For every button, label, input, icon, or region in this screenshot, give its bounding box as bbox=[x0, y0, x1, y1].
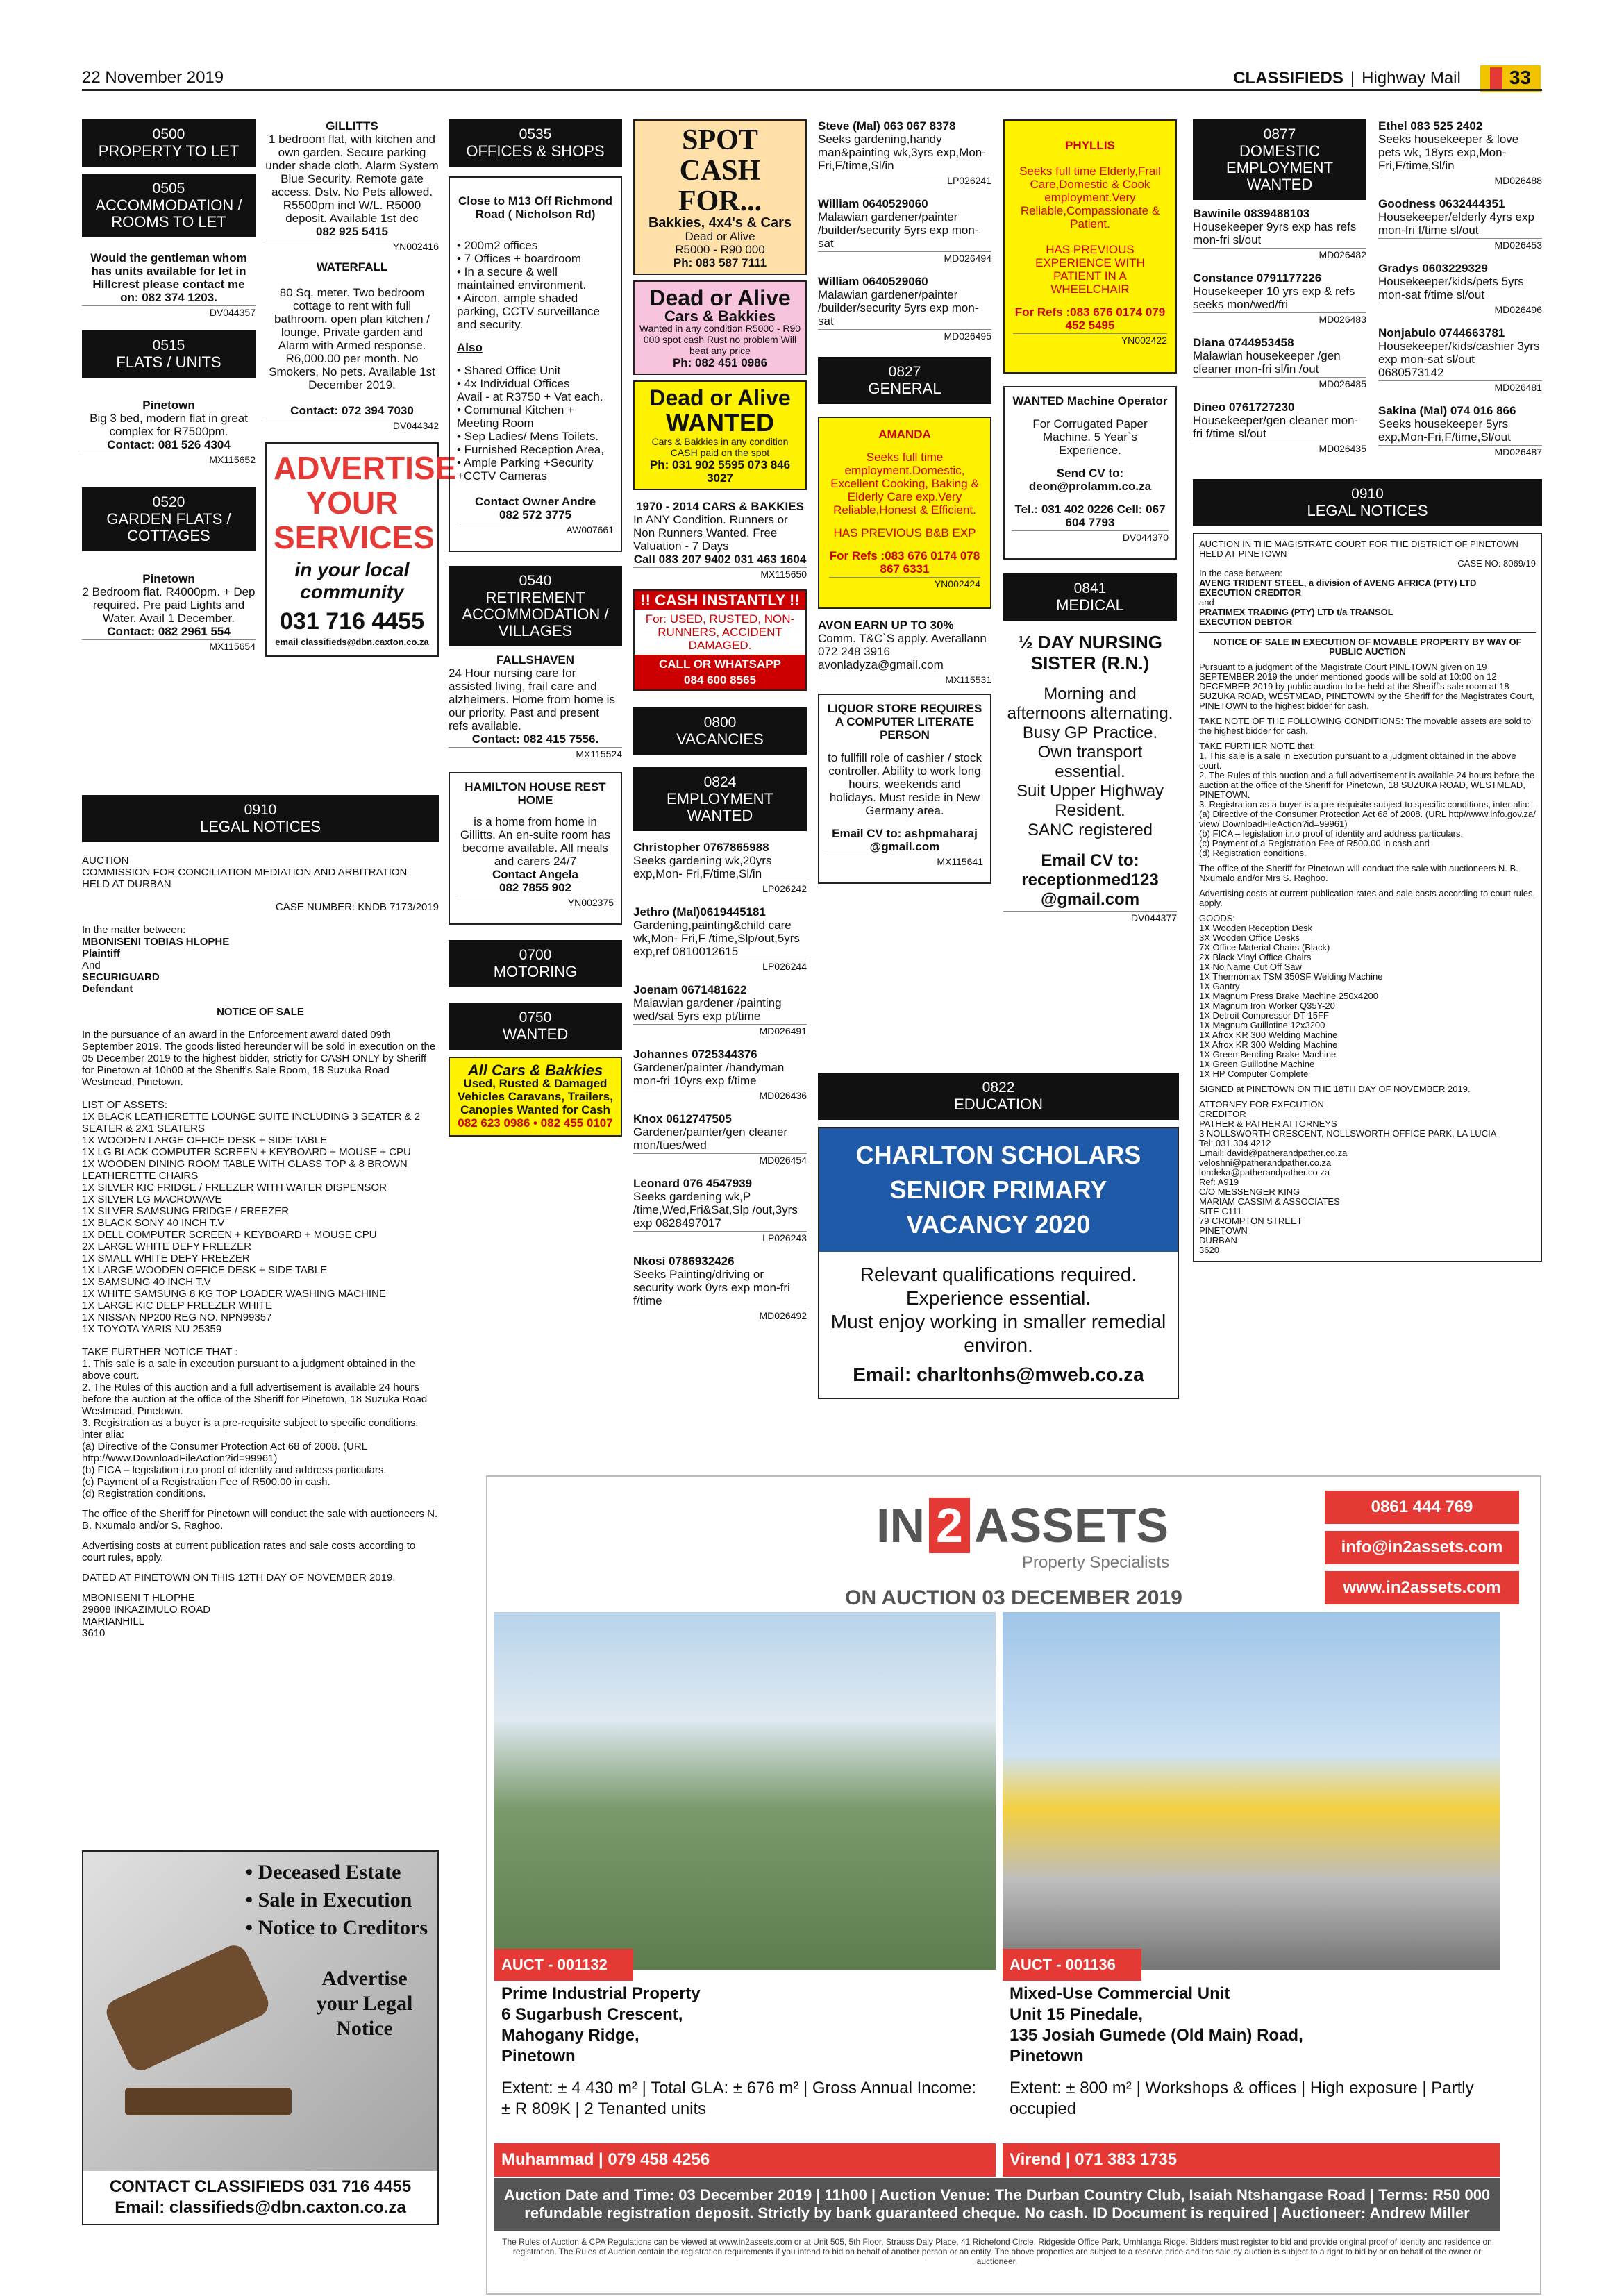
listing-name: Bawinile 0839488103 bbox=[1193, 207, 1310, 220]
dead-alive-ad-1: Dead or Alive Cars & Bakkies Wanted in any condition R5000 - R90 000 spot cash Rust no problem Will beat any price Ph: 082 451 0986 bbox=[633, 280, 807, 375]
ad-ref: MX115654 bbox=[82, 639, 256, 653]
listing-entry bbox=[1193, 401, 1366, 455]
ad-0505: Would the gentleman whom has units available for let in Hillcrest please contact me on: 082 374 1203. bbox=[90, 251, 247, 304]
attorney-line: ATTORNEY FOR EXECUTION bbox=[1199, 1099, 1324, 1109]
condition-item: 1. This sale is a sale in execution pursuant to a judgment obtained in the above court. bbox=[82, 1358, 416, 1382]
listing-name: Ethel 083 525 2402 bbox=[1378, 119, 1483, 133]
liquor-store-ad: LIQUOR STORE REQUIRES A COMPUTER LITERATE PERSON to fullfill role of cashier / stock controller. Ability to work long hours, weekends and holidays. Must reside in New Germany area. Email CV to: ashpmaharaj @gmail.com MX115641 bbox=[818, 694, 991, 884]
listing-entry bbox=[1193, 207, 1366, 262]
paper-name: Highway Mail bbox=[1362, 69, 1461, 88]
ad-title: 1970 - 2014 CARS & BAKKIES bbox=[636, 500, 804, 513]
ad-ref: DV044357 bbox=[82, 305, 256, 319]
column-3 bbox=[449, 119, 622, 1137]
goods-item: 1X Magnum Iron Worker Q35Y-20 bbox=[1199, 1000, 1335, 1011]
listing-entry bbox=[633, 1255, 807, 1323]
listing-text: Seeks gardening wk,20yrs exp,Mon- Fri,F/time,Sl/in bbox=[633, 854, 772, 880]
listing-name: Nkosi 0786932426 bbox=[633, 1255, 735, 1268]
listing-name: Constance 0791177226 bbox=[1193, 271, 1322, 285]
listing-name: Christopher 0767865988 bbox=[633, 841, 769, 854]
dead-alive-ad-2: Dead or Alive WANTED Cars & Bakkies in any condition CASH paid on the spot Ph: 031 902 5595 073 846 3027 bbox=[633, 380, 807, 490]
ad-phone: 082 925 5415 bbox=[316, 225, 388, 238]
condition-item: (b) FICA – legislation i.r.o proof of identity and address particulars. bbox=[82, 1464, 387, 1476]
condition-item: (b) FICA – legislation i.r.o proof of identity and address particulars. bbox=[1199, 828, 1464, 839]
address-line: MARIANHILL bbox=[82, 1616, 145, 1627]
listing-name: Jethro (Mal)0619445181 bbox=[633, 905, 766, 919]
section-0910: 0910 LEGAL NOTICES bbox=[82, 795, 439, 842]
condition-item: 2. The Rules of this auction and a full advertisement is available 24 hours before the auction at the office of the Sheriff for Pinetown, 18 SUZUKA ROAD, WESTMEAD, PINETOWN. bbox=[1199, 770, 1535, 800]
ad-ref: MX115650 bbox=[633, 567, 807, 581]
agent-contact[interactable]: Virend | 071 383 1735 bbox=[1003, 2143, 1500, 2177]
listing-entry bbox=[1378, 119, 1542, 187]
attorney-line: Ref: A919 bbox=[1199, 1177, 1239, 1187]
page-number: 33 bbox=[1480, 65, 1541, 92]
attorney-line: SITE C111 bbox=[1199, 1206, 1242, 1216]
lot-code: AUCT - 001132 bbox=[494, 1949, 633, 1981]
listing-name: Diana 0744953458 bbox=[1193, 336, 1294, 349]
lot-code: AUCT - 001136 bbox=[1003, 1949, 1141, 1981]
asset-item: 1X SILVER LG MACROWAVE bbox=[82, 1193, 222, 1205]
listing-ref: MD026487 bbox=[1378, 445, 1542, 459]
ad-body: 2 Bedroom flat. R4000pm. + Dep required. Pre paid Lights and Water. Avail 1 December. bbox=[82, 585, 256, 625]
listing-entry bbox=[633, 1177, 807, 1245]
attorney-line: PINETOWN bbox=[1199, 1225, 1248, 1236]
goods-item: 2X Black Vinyl Office Chairs bbox=[1199, 952, 1312, 962]
asset-item: 1X TOYOTA YARIS NU 25359 bbox=[82, 1323, 222, 1335]
machine-operator-ad: WANTED Machine Operator For Corrugated Paper Machine. 5 Year`s Experience. Send CV to: deon@prolamm.co.za Tel.: 031 402 0226 Cell: 067 604 7793 DV044370 bbox=[1003, 386, 1177, 560]
condition-item: (a) Directive of the Consumer Protection Act 68 of 2008. (URL http//www.info.gov.za/ view/ DownloadFileAction?id=99961) bbox=[1199, 809, 1536, 829]
section-0822: 0822 EDUCATION bbox=[818, 1073, 1179, 1120]
spot-cash-ad: SPOT CASH FOR... Bakkies, 4x4's & Cars Dead or Alive R5000 - R90 000 Ph: 083 587 7111 bbox=[633, 119, 807, 275]
condition-item: 3. Registration as a buyer is a pre-requisite subject to specific conditions, inter alia: bbox=[1199, 799, 1530, 810]
listing-name: Johannes 0725344376 bbox=[633, 1048, 757, 1061]
header-rule bbox=[82, 89, 1542, 91]
feature-item: • Aircon, ample shaded parking, CCTV surveillance and security. bbox=[457, 292, 600, 331]
listing-name: Dineo 0761727230 bbox=[1193, 401, 1295, 414]
condition-item: (c) Payment of a Registration Fee of R500.00 in cash. bbox=[82, 1476, 330, 1488]
goods-item: 1X Detroit Compressor DT 15FF bbox=[1199, 1010, 1329, 1021]
column-6 bbox=[1003, 119, 1177, 932]
asset-item: 1X SILVER KIC FRIDGE / FREEZER WITH WATER DISPENSOR bbox=[82, 1182, 387, 1193]
cars-ad: All Cars & Bakkies Used, Rusted & Damaged Vehicles Caravans, Trailers, Canopies Wanted for Cash 082 623 0986 • 082 455 0107 bbox=[449, 1057, 622, 1137]
section-0910: 0910 LEGAL NOTICES bbox=[1193, 479, 1542, 526]
ad-title: Pinetown bbox=[142, 399, 195, 412]
phone-button[interactable]: 0861 444 769 bbox=[1325, 1491, 1519, 1524]
ad-ref: DV044342 bbox=[265, 419, 439, 433]
listing-text: Housekeeper/gen cleaner mon-fri f/time sl/out bbox=[1193, 414, 1359, 440]
attorney-line: C/O MESSENGER KING bbox=[1199, 1187, 1300, 1197]
feature-item: • Furnished Reception Area, bbox=[457, 443, 604, 456]
listing-name: Goodness 0632444351 bbox=[1378, 197, 1505, 210]
condition-item: 1. This sale is a sale in Execution pursuant to a judgment obtained in the above court. bbox=[1199, 751, 1516, 771]
asset-item: 1X LARGE WOODEN OFFICE DESK + SIDE TABLE bbox=[82, 1264, 328, 1276]
feature-item: • 200m2 offices bbox=[457, 239, 538, 252]
ad-contact: Contact: 072 394 7030 bbox=[290, 404, 414, 417]
feature-item: • Shared Office Unit bbox=[457, 364, 561, 377]
ad-contact: Contact: 081 526 4304 bbox=[107, 438, 231, 451]
listing-text: Gardener/painter /handyman mon-fri 10yrs exp f/time bbox=[633, 1061, 785, 1087]
email-link[interactable]: info@in2assets.com bbox=[1325, 1531, 1519, 1564]
goods-item: 3X Wooden Office Desks bbox=[1199, 932, 1300, 943]
listing-ref: MD026495 bbox=[818, 329, 991, 343]
condition-item: 2. The Rules of this auction and a full advertisement is available 24 hours before the auction at the office of the Sheriff for Pinetown, 18 Suzuka Road Westmead, Pinetown. bbox=[82, 1382, 428, 1417]
lot-2-details: Mixed-Use Commercial Unit Unit 15 Pinedale, 135 Josiah Gumede (Old Main) Road, Pinetown Extent: ± 800 m² | Workshops & offices | High exposure | Partly occupied bbox=[1010, 1984, 1474, 2118]
listing-name: Leonard 076 4547939 bbox=[633, 1177, 753, 1190]
gavel-block-icon bbox=[125, 2088, 292, 2115]
domestic-list bbox=[1193, 207, 1366, 455]
ad-body: 1 bedroom flat, with kitchen and own garden. Secure parking under shade cloth. Alarm System Blue Security. Remote gate access. Dstv. No Pets allowed. R5500pm incl W/L. R5000 deposit. Available 1st dec bbox=[265, 133, 439, 225]
auction-date: ON AUCTION 03 DECEMBER 2019 bbox=[845, 1586, 1182, 1609]
ad-body: 24 Hour nursing care for assisted living, frail care and alzheimers. Home from home is our priority. Past and present refs available. bbox=[449, 667, 615, 732]
asset-item: 1X BLACK LEATHERETTE LOUNGE SUITE INCLUDING 3 SEATER & 2 SEATER & 2X1 SEATERS bbox=[82, 1111, 421, 1134]
ad-title: GILLITTS bbox=[326, 119, 378, 133]
auction-rules: The Rules of Auction & CPA Regulations can be viewed at www.in2assets.com or at Unit 505, 5th Floor, Strauss Daly Place, 41 Richefond Circle, Ridgeside Office Park, Umhlanga Ridge. Bidders must register to bid and provide original proof of identity and residence on registration. The Rules of Auction contain the registration requirements if you intend to bid on behalf of another person or an entity. The above properties are subject to a reserve price and the sale by auction is subject to a right to bid by or on behalf of the owner or auctioneer. bbox=[502, 2237, 1492, 2266]
conditions-list bbox=[82, 1358, 439, 1500]
ad-ref: MX115531 bbox=[818, 673, 991, 687]
legal-notice-1 bbox=[82, 795, 439, 1639]
asset-item: 1X LG BLACK COMPUTER SCREEN + KEYBOARD + MOUSE + CPU bbox=[82, 1146, 411, 1158]
condition-item: (d) Registration conditions. bbox=[1199, 848, 1307, 858]
listing-name: Gradys 0603229329 bbox=[1378, 262, 1488, 275]
charlton-ad: CHARLTON SCHOLARS SENIOR PRIMARY VACANCY 2020 Relevant qualifications required. Experience essential. Must enjoy working in smaller remedial environ. Email: charltonhs@mweb.co.za bbox=[818, 1127, 1179, 1399]
column-5 bbox=[818, 119, 991, 884]
avon-title: AVON EARN UP TO 30% bbox=[818, 619, 954, 632]
listing-ref: MD026488 bbox=[1378, 174, 1542, 187]
ad-title: FALLSHAVEN bbox=[496, 653, 575, 667]
section-0824: 0824 EMPLOYMENT WANTED bbox=[633, 767, 807, 831]
attorney-line: londeka@patherandpather.co.za bbox=[1199, 1167, 1330, 1178]
lot-1-details: Prime Industrial Property 6 Sugarbush Crescent, Mahogany Ridge, Pinetown Extent: ± 4 430 m² | Total GLA: ± 676 m² | Gross Annual Income: ± R 809K | 2 Tenanted units bbox=[501, 1984, 977, 2118]
goods-item: 1X No Name Cut Off Saw bbox=[1199, 962, 1302, 972]
estate-ad bbox=[82, 1850, 439, 2225]
listing-text: Housekeeper 9yrs exp has refs mon-fri sl/out bbox=[1193, 220, 1357, 246]
column-8 bbox=[1378, 119, 1542, 469]
listing-text: Gardener/painter/gen cleaner mon/tues/wed bbox=[633, 1125, 788, 1152]
listing-text: Housekeeper/kids/cashier 3yrs exp mon-sat sl/out 0680573142 bbox=[1378, 340, 1540, 379]
listing-ref: MD026485 bbox=[1193, 377, 1366, 391]
asset-item: 1X NISSAN NP200 REG NO. NPN99357 bbox=[82, 1312, 272, 1323]
advertise-box bbox=[265, 442, 457, 657]
attorney-line: Tel: 031 304 4212 bbox=[1199, 1138, 1271, 1148]
listing-ref: LP026244 bbox=[633, 960, 807, 973]
ad-body: Big 3 bed, modern flat in great complex for R7500pm. bbox=[90, 412, 248, 438]
estate-contact: CONTACT CLASSIFIEDS 031 716 4455 Email: classifieds@dbn.caxton.co.za bbox=[83, 2171, 437, 2224]
advertise-line: YOUR bbox=[305, 485, 399, 521]
listing-text: Malawian gardener/painter /builder/security 5yrs exp mon-sat bbox=[818, 288, 979, 328]
section-0700: 0700 MOTORING bbox=[449, 940, 622, 987]
goods-item: 1X Magnum Guillotine 12x3200 bbox=[1199, 1020, 1325, 1030]
listing-ref: MD026482 bbox=[1193, 248, 1366, 262]
commercial-unit-photo bbox=[1003, 1612, 1500, 1970]
industrial-property-photo bbox=[494, 1612, 996, 1970]
attorney-line: CREDITOR bbox=[1199, 1109, 1246, 1119]
listing-entry bbox=[1378, 326, 1542, 394]
asset-item: 1X DELL COMPUTER SCREEN + KEYBOARD + MOUSE CPU bbox=[82, 1229, 377, 1241]
listing-ref: MD026436 bbox=[633, 1089, 807, 1103]
issue-date: 22 November 2019 bbox=[82, 68, 224, 87]
masthead: CLASSIFIEDS | Highway Mail 33 bbox=[1233, 65, 1541, 92]
in2assets-tagline: Property Specialists bbox=[1022, 1553, 1170, 1572]
feature-item: • 4x Individual Offices bbox=[457, 377, 570, 390]
listing-text: Malawian gardener/painter /builder/security 5yrs exp mon-sat bbox=[818, 210, 979, 250]
feature-item: • Communal Kitchen + Meeting Room bbox=[457, 403, 574, 430]
condition-item: (c) Payment of a Registration Fee of R500.00 in cash and bbox=[1199, 838, 1430, 848]
advertise-line: SERVICES bbox=[274, 519, 435, 555]
auction-terms: Auction Date and Time: 03 December 2019 | 11h00 | Auction Venue: The Durban Country Club, Isaiah Ntshangase Road | Terms: R50 000 refundable registration deposit. Strictly by bank guaranteed cheque. No cash. ID Document is required | Auctioneer: Andrew Miller bbox=[494, 2178, 1500, 2231]
gavel-icon bbox=[102, 1941, 273, 2075]
listing-entry bbox=[818, 119, 991, 187]
listing-ref: MD026435 bbox=[1193, 442, 1366, 455]
section-0827: 0827 GENERAL bbox=[818, 357, 991, 404]
domestic-list bbox=[1378, 119, 1542, 459]
condition-item: (d) Registration conditions. bbox=[82, 1488, 206, 1500]
listing-entry bbox=[633, 905, 807, 973]
attorney-line: Email: david@patherandpather.co.za bbox=[1199, 1148, 1348, 1158]
goods-item: 1X Afrox KR 300 Welding Machine bbox=[1199, 1039, 1338, 1050]
listing-ref: MD026481 bbox=[1378, 380, 1542, 394]
listing-name: Sakina (Mal) 074 016 866 bbox=[1378, 404, 1516, 417]
nurse-title: ½ DAY NURSING SISTER (R.N.) bbox=[1017, 632, 1163, 673]
asset-item: 1X WHITE SAMSUNG 8 KG TOP LOADER WASHING MACHINE bbox=[82, 1288, 386, 1300]
attorney-line: veloshni@patherandpather.co.za bbox=[1199, 1157, 1332, 1168]
listing-entry bbox=[633, 1048, 807, 1103]
listing-name: Joenam 0671481622 bbox=[633, 983, 747, 996]
listing-text: Housekeeper 10 yrs exp & refs seeks mon/wed/fri bbox=[1193, 285, 1355, 311]
ad-ref: DV044377 bbox=[1003, 911, 1177, 925]
listing-entry bbox=[1193, 336, 1366, 391]
column-4 bbox=[633, 119, 807, 1332]
feature-item: • Sep Ladies/ Mens Toilets. bbox=[457, 430, 599, 443]
address-line: 29808 INKAZIMULO ROAD bbox=[82, 1604, 211, 1616]
column-1 bbox=[82, 119, 256, 660]
section-0515: 0515 FLATS / UNITS bbox=[82, 330, 256, 378]
listing-name: Nonjabulo 0744663781 bbox=[1378, 326, 1505, 340]
listing-entry bbox=[1378, 262, 1542, 317]
attorney-line: MARIAM CASSIM & ASSOCIATES bbox=[1199, 1196, 1340, 1207]
listing-text: Seeks Painting/driving or security work 0yrs exp mon-fri f/time bbox=[633, 1268, 790, 1307]
feature-item: Avail - at R3750 + Vat each. bbox=[457, 390, 603, 403]
avon-body: Comm. T&C`S apply. Averallann 072 248 3916 avonladyza@gmail.com bbox=[818, 632, 987, 671]
advertise-email: email classifieds@dbn.caxton.co.za bbox=[275, 637, 429, 647]
column-7 bbox=[1193, 119, 1366, 465]
legal-body: AUCTION IN THE MAGISTRATE COURT FOR THE DISTRICT OF PINETOWN HELD AT PINETOWN CASE NO: 8069/19 In the case between: AVENG TRIDENT STEEL, a division of AVENG AFRICA (PTY) LTD EXECUTION CREDITOR and PRATIMEX TRADING (PTY) LTD t/a TRANSOL EXECUTION DEBTOR NOTICE OF SALE IN EXECUTION OF MOVABLE PROPERTY BY WAY OF PUBLIC AUCTION Pursuant to a judgment of the Magistrate Court PINETOWN given on 19 SEPTEMBER 2019 the under mentioned goods will be sold at 10:00 on 12 DECEMBER 2019 by public auction to be held at the Sheriff's sale room at 18 SUZUKA ROAD, WESTMEAD, PINETOWN by the Sheriff for the Magistrates Court, PINETOWN to the highest bidder for cash. TAKE NOTE OF THE FOLLOWING CONDITIONS: The movable assets are sold to the highest bidder for cash. TAKE FURTHER NOTE that: 1. This sale is a sale in Execution pursuant to a judgment obtained in the above court. 2. The Rules of this auction and a full advertisement is available 24 hours before the auction at the office of the Sheriff for Pinetown, 18 SUZUKA ROAD, WESTMEAD, PINETOWN. 3. Registration as a buyer is a pre-requisite subject to specific conditions, inter alia: (a) Directive of the Consumer Protection Act 68 of 2008. (URL http//www.info.gov.za/ view/ DownloadFileAction?id=99961) (b) FICA – legislation i.r.o proof of identity and address particulars. (c) Payment of a Registration Fee of R500.00 in cash and (d) Registration conditions. The office of the Sheriff for Pinetown will conduct the sale with auctioneers N. B. Nxumalo and/or Mrs S. Raghoo. Advertising costs at current publication rates and sale costs according to court rules, apply. GOODS: 1X Wooden Reception Desk 3X Wooden Office Desks 7X Office Material Chairs (Black) 2X Black Vinyl Office Chairs 1X No Name Cut Off Saw 1X Thermomax TSM 350SF Welding Machine 1X Gantry 1X Magnum Press Brake Machine 250x4200 1X Magnum Iron Worker Q35Y-20 1X Detroit Compressor DT 15FF 1X Magnum Guillotine 12x3200 1X Afrox KR 300 Welding Machine 1X Afrox KR 300 Welding Machine 1X Green Bending Brake Machine 1X Green Guillotine Machine 1X HP Computer Complete SIGNED at PINETOWN ON THE 18TH DAY OF NOVEMBER 2019. ATTORNEY FOR EXECUTION CREDITOR PATHER & PATHER ATTORNEYS 3 NOLLSWORTH CRESCENT, NOLLSWORTH OFFICE PARK, LA LUCIA Tel: 031 304 4212 Email: david@patherandpather.co.za veloshni@patherandpather.co.za londeka@patherandpather.co.za Ref: A919 C/O MESSENGER KING MARIAM CASSIM & ASSOCIATES SITE C111 79 CROMPTON STREET PINETOWN DURBAN 3620 bbox=[1193, 533, 1542, 1262]
listing-name: William 0640529060 bbox=[818, 197, 928, 210]
goods-item: 7X Office Material Chairs (Black) bbox=[1199, 942, 1330, 953]
listing-text: Housekeeper/elderly 4yrs exp mon-fri f/time sl/out bbox=[1378, 210, 1534, 237]
listing-text: Housekeeper/kids/pets 5yrs mon-sat f/time sl/out bbox=[1378, 275, 1524, 301]
section-0500: 0500 PROPERTY TO LET bbox=[82, 119, 256, 167]
listing-entry bbox=[633, 841, 807, 896]
listing-entry bbox=[1193, 271, 1366, 326]
asset-item: 1X WOODEN DINING ROOM TABLE WITH GLASS TOP & 8 BROWN LEATHERETTE CHAIRS bbox=[82, 1158, 408, 1182]
asset-item: 2X LARGE WHITE DEFY FREEZER bbox=[82, 1241, 251, 1252]
address-line: 3610 bbox=[82, 1627, 106, 1639]
amanda-ad: AMANDA Seeks full time employment.Domestic, Excellent Cooking, Baking & Elderly Care exp.Very Reliable,Honest & Efficient. HAS PREVIOUS B&B EXP For Refs :083 676 0174 078 867 6331 YN002424 bbox=[818, 417, 991, 609]
goods-item: 1X Thermomax TSM 350SF Welding Machine bbox=[1199, 971, 1383, 982]
condition-item: 3. Registration as a buyer is a pre-requisite subject to specific conditions, inter alia: bbox=[82, 1417, 419, 1441]
listing-entry bbox=[818, 275, 991, 343]
phyllis-ad: PHYLLIS Seeks full time Elderly,Frail Care,Domestic & Cook employment.Very Reliable,Compassionate & Patient. HAS PREVIOUS EXPERIENCE WITH PATIENT IN A WHEELCHAIR For Refs :083 676 0174 079 452 5495 YN002422 bbox=[1003, 119, 1177, 374]
ad-contact: Contact: 082 415 7556. bbox=[471, 732, 599, 746]
listing-text: Seeks housekeeper & love pets wk, 18yrs exp,Mon- Fri,F/time,Sl/in bbox=[1378, 133, 1519, 172]
legal-body: AUCTION COMMISSION FOR CONCILIATION MEDIATION AND ARBITRATION HELD AT DURBAN CASE NUMBER: KNDB 7173/2019 In the matter between: MBONISENI TOBIAS HLOPHE Plaintiff And SECURIGUARD Defendant NOTICE OF SALE In the pursuance of an award in the Enforcement award dated 09th September 2019. The goods listed hereunder will be sold in execution on the 05 December 2019 to the highest bidder, strictly for CASH ONLY by Sheriff for Pinetown at 10h00 at the Sheriff's Sale Room, 18 Suzuka Road Westmead, Pinetown. LIST OF ASSETS: 1X BLACK LEATHERETTE LOUNGE SUITE INCLUDING 3 SEATER & 2 SEATER & 2X1 SEATERS 1X WOODEN LARGE OFFICE DESK + SIDE TABLE 1X LG BLACK COMPUTER SCREEN + KEYBOARD + MOUSE + CPU 1X WOODEN DINING ROOM TABLE WITH GLASS TOP & 8 BROWN LEATHERETTE CHAIRS 1X SILVER KIC FRIDGE / FREEZER WITH WATER DISPENSOR 1X SILVER LG MACROWAVE 1X SILVER SAMSUNG FRIDGE / FREEZER 1X BLACK SONY 40 INCH T.V 1X DELL COMPUTER SCREEN + KEYBOARD + MOUSE CPU 2X LARGE WHITE DEFY FREEZER 1X SMALL WHITE DEFY FREEZER 1X LARGE WOODEN OFFICE DESK + SIDE TABLE 1X SAMSUNG 40 INCH T.V 1X WHITE SAMSUNG 8 KG TOP LOADER WASHING MACHINE 1X LARGE KIC DEEP FREEZER WHITE 1X NISSAN NP200 REG NO. NPN99357 1X TOYOTA YARIS NU 25359 TAKE FURTHER NOTICE THAT : 1. This sale is a sale in execution pursuant to a judgment obtained in the above court. 2. The Rules of this auction and a full advertisement is available 24 hours before the auction at the office of the Sheriff for Pinetown, 18 Suzuka Road Westmead, Pinetown. 3. Registration as a buyer is a pre-requisite subject to specific conditions, inter alia: (a) Directive of the Consumer Protection Act 68 of 2008. (URL http://www.DownloadFileAction?id=99961) (b) FICA – legislation i.r.o proof of identity and address particulars. (c) Payment of a Registration Fee of R500.00 in cash. (d) Registration conditions. The office of the Sheriff for Pinetown will conduct the sale with auctioneers N. B. Nxumalo and/or S. Raghoo. Advertising costs at current publication rates and sale costs according to court rules, apply. DATED AT PINETOWN ON THIS 12TH DAY OF NOVEMBER 2019. MBONISENI T HLOPHE 29808 INKAZIMULO ROAD MARIANHILL 3610 bbox=[82, 855, 439, 1639]
ad-ref: MX115524 bbox=[449, 747, 622, 761]
ad-body: 80 Sq. meter. Two bedroom cottage to rent with full bathroom. open plan kitchen / lounge. Private garden and Alarm with Armed response. R6,000.00 per month. No Smokers, No pets. Available 1st December 2019. bbox=[269, 286, 435, 392]
employment-list bbox=[633, 841, 807, 1323]
goods-item: 1X Magnum Press Brake Machine 250x4200 bbox=[1199, 991, 1378, 1001]
address-line: MBONISENI T HLOPHE bbox=[82, 1592, 195, 1604]
listing-ref: MD026492 bbox=[633, 1309, 807, 1323]
advertise-line: ADVERTISE bbox=[274, 450, 457, 486]
advertise-phone: 031 716 4455 bbox=[280, 608, 424, 635]
section-0535: 0535 OFFICES & SHOPS bbox=[449, 119, 622, 167]
goods-item: 1X Green Bending Brake Machine bbox=[1199, 1049, 1337, 1059]
feature-item: • 7 Offices + boardroom bbox=[457, 252, 582, 265]
listing-ref: MD026494 bbox=[818, 251, 991, 265]
asset-item: 1X SAMSUNG 40 INCH T.V bbox=[82, 1276, 211, 1288]
listing-ref: LP026241 bbox=[818, 174, 991, 187]
section-0540: 0540 RETIREMENT ACCOMMODATION / VILLAGES bbox=[449, 566, 622, 646]
listing-text: Malawian housekeeper /gen cleaner mon-fri sl/in /out bbox=[1193, 349, 1341, 376]
nurse-email: Email CV to: receptionmed123 @gmail.com bbox=[1021, 851, 1159, 909]
attorney-line: DURBAN bbox=[1199, 1235, 1237, 1246]
agent-contact[interactable]: Muhammad | 079 458 4256 bbox=[494, 2143, 996, 2177]
education-block bbox=[818, 1073, 1179, 1399]
legal-notice-2 bbox=[1193, 479, 1542, 1262]
section-0841: 0841 MEDICAL bbox=[1003, 573, 1177, 621]
listing-entry bbox=[818, 197, 991, 265]
feature-item: • Ample Parking +Security +CCTV Cameras bbox=[457, 456, 594, 483]
listing-ref: MD026454 bbox=[633, 1153, 807, 1167]
website-link[interactable]: www.in2assets.com bbox=[1325, 1571, 1519, 1604]
listing-name: William 0640529060 bbox=[818, 275, 928, 288]
section-0520: 0520 GARDEN FLATS / COTTAGES bbox=[82, 487, 256, 551]
cash-instantly-ad: !! CASH INSTANTLY !! For: USED, RUSTED, NON-RUNNERS, ACCIDENT DAMAGED. CALL OR WHATSAPP 084 600 8565 bbox=[633, 589, 807, 691]
listing-text: Seeks gardening wk,P /time,Wed,Fri&Sat,Slp /out,3yrs exp 0828497017 bbox=[633, 1190, 798, 1230]
listing-ref: LP026243 bbox=[633, 1231, 807, 1245]
section-0800: 0800 VACANCIES bbox=[633, 707, 807, 755]
listing-name: Steve (Mal) 063 067 8378 bbox=[818, 119, 956, 133]
asset-item: 1X SILVER SAMSUNG FRIDGE / FREEZER bbox=[82, 1205, 290, 1217]
section-0750: 0750 WANTED bbox=[449, 1003, 622, 1050]
listing-ref: MD026491 bbox=[633, 1024, 807, 1038]
offices-ad: Close to M13 Off Richmond Road ( Nicholson Rd) • 200m2 offices • 7 Offices + boardroom • In a secure & well maintained environment. • Aircon, ample shaded parking, CCTV surveillance and security. Also • Shared Office Unit • 4x Individual Offices Avail - at R3750 + Vat each. • Communal Kitchen + Meeting Room • Sep Ladies/ Mens Toilets. • Furnished Reception Area, • Ample Parking +Security +CCTV Cameras Contact Owner Andre 082 572 3775 AW007661 bbox=[449, 176, 622, 552]
asset-item: 1X WOODEN LARGE OFFICE DESK + SIDE TABLE bbox=[82, 1134, 328, 1146]
ad-title: WATERFALL bbox=[316, 260, 388, 274]
goods-item: 1X Afrox KR 300 Welding Machine bbox=[1199, 1030, 1338, 1040]
assets-list bbox=[82, 1111, 439, 1335]
listing-entry bbox=[1378, 197, 1542, 252]
goods-item: 1X Gantry bbox=[1199, 981, 1240, 991]
listing-text: Gardening,painting&child care wk,Mon- Fri,F /time,Slp/out,5yrs exp,ref 0810012615 bbox=[633, 919, 800, 958]
goods-item: 1X Green Guillotine Machine bbox=[1199, 1059, 1315, 1069]
attorney-line: 79 CROMPTON STREET bbox=[1199, 1216, 1303, 1226]
ad-contact: Contact: 082 2961 554 bbox=[107, 625, 231, 638]
ad-ref: MX115652 bbox=[82, 453, 256, 467]
attorney-line: 3620 bbox=[1199, 1245, 1219, 1255]
feature-item: • In a secure & well maintained environment. bbox=[457, 265, 587, 292]
asset-item: 1X SMALL WHITE DEFY FREEZER bbox=[82, 1252, 250, 1264]
nurse-body: Morning and afternoons alternating. Busy GP Practice. Own transport essential. Suit Upper Highway Resident. SANC registered bbox=[1007, 685, 1173, 839]
listing-ref: MD026483 bbox=[1193, 312, 1366, 326]
attorney-line: 3 NOLLSWORTH CRESCENT, NOLLSWORTH OFFICE PARK, LA LUCIA bbox=[1199, 1128, 1497, 1139]
goods-item: 1X HP Computer Complete bbox=[1199, 1069, 1309, 1079]
in2assets-ad bbox=[486, 1475, 1541, 2295]
listing-entry bbox=[1378, 404, 1542, 459]
asset-item: 1X LARGE KIC DEEP FREEZER WHITE bbox=[82, 1300, 272, 1312]
listing-ref: MD026496 bbox=[1378, 303, 1542, 317]
listing-entry bbox=[633, 983, 807, 1038]
listing-ref: MD026453 bbox=[1378, 238, 1542, 252]
listing-entry bbox=[633, 1112, 807, 1167]
column-2 bbox=[265, 119, 457, 657]
estate-bullets: • Deceased Estate • Sale in Execution • Notice to Creditors bbox=[245, 1861, 428, 1939]
ad-title: Pinetown bbox=[142, 572, 195, 585]
asset-item: 1X BLACK SONY 40 INCH T.V bbox=[82, 1217, 225, 1229]
condition-item: (a) Directive of the Consumer Protection Act 68 of 2008. (URL http://www.DownloadFileAction?id=99961) bbox=[82, 1441, 367, 1464]
section-0505: 0505 ACCOMMODATION / ROOMS TO LET bbox=[82, 174, 256, 237]
estate-advertise: Advertise your Legal Notice bbox=[316, 1967, 413, 2040]
listing-text: Seeks housekeeper 5yrs exp,Mon-Fri,F/time,Sl/out bbox=[1378, 417, 1511, 444]
in2assets-logo: IN 2 ASSETS bbox=[876, 1498, 1169, 1552]
section-0877: 0877 DOMESTIC EMPLOYMENT WANTED bbox=[1193, 119, 1366, 200]
section-name: CLASSIFIEDS bbox=[1233, 69, 1343, 88]
ad-body: In ANY Condition. Runners or Non Runners Wanted. Free Valuation - 7 Days bbox=[633, 513, 788, 553]
ad-ref: YN002416 bbox=[265, 240, 439, 253]
advertise-sub: in your local community bbox=[294, 559, 410, 603]
listing-text: Malawian gardener /painting wed/sat 5yrs exp pt/time bbox=[633, 996, 782, 1023]
employment-list bbox=[818, 119, 991, 343]
listing-text: Seeks gardening,handy man&painting wk,3yrs exp,Mon- Fri,F/time,Sl/in bbox=[818, 133, 986, 172]
hamilton-ad: HAMILTON HOUSE REST HOME is a home from home in Gillitts. An en-suite room has become available. All meals and carers 24/7 Contact Angela 082 7855 902 YN002375 bbox=[449, 772, 622, 925]
listing-ref: LP026242 bbox=[633, 882, 807, 896]
listing-name: Knox 0612747505 bbox=[633, 1112, 732, 1125]
attorney-line: PATHER & PATHER ATTORNEYS bbox=[1199, 1118, 1337, 1129]
ad-contact: Call 083 207 9402 031 463 1604 bbox=[633, 553, 807, 566]
goods-item: 1X Wooden Reception Desk bbox=[1199, 923, 1313, 933]
